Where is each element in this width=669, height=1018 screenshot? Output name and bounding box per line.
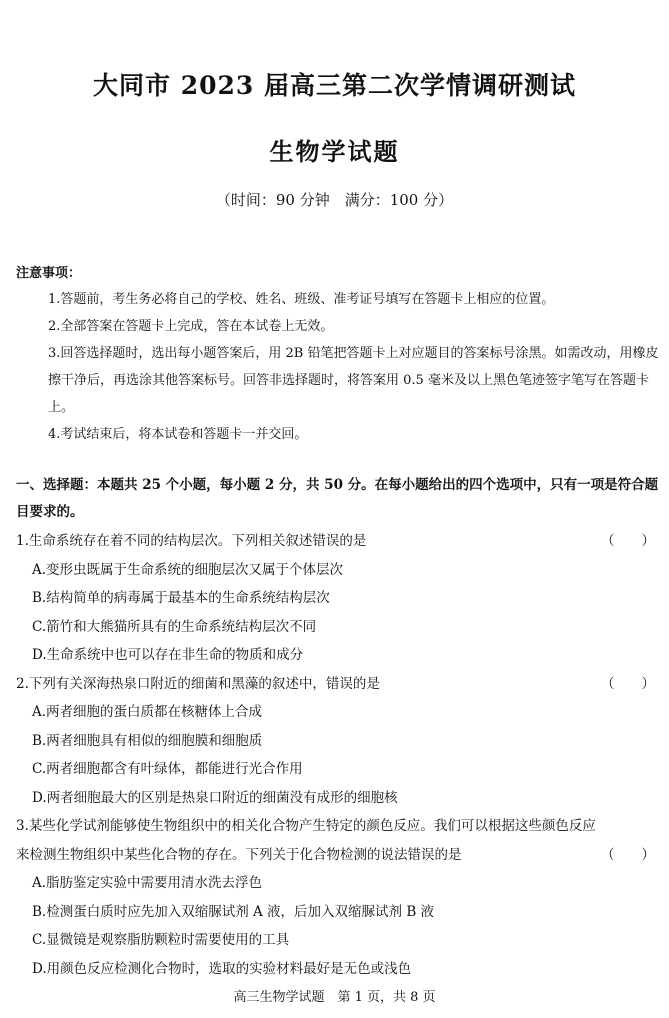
option-c: C.箭竹和大熊猫所具有的生命系统结构层次不同: [32, 618, 317, 635]
option-a: A.脂肪鉴定实验中需要用清水洗去浮色: [32, 875, 263, 891]
question-3: [16, 812, 661, 983]
notice-list: [48, 286, 664, 448]
question-stem-text: 3.某些化学试剂能够使生物组织中的相关化合物产生特定的颜色反应。我们可以根据这些颜色反应来检测生物组织中某些化合物的存在。下列关于化合物检测的说法错误的是: [16, 818, 596, 863]
option-c: C.两者细胞都含有叶绿体，都能进行光合作用: [32, 761, 303, 777]
option-c: C.显微镜是观察脂肪颗粒时需要使用的工具: [32, 932, 290, 948]
question-stem: [16, 812, 661, 869]
option-a: A.变形虫既属于生命系统的细胞层次又属于个体层次: [32, 561, 344, 578]
notice-item: 2.全部答案在答题卡上完成，答在本试卷上无效。: [48, 319, 334, 334]
question-list: [16, 527, 661, 983]
answer-bracket: （ ）: [601, 675, 655, 692]
option-d: D.用颜色反应检测化合物时，选取的实验材料最好是无色或浅色: [32, 960, 412, 977]
notice-item: 4.考试结束后，将本试卷和答题卡一并交回。: [48, 427, 308, 442]
notice-heading: 注意事项：: [16, 266, 82, 281]
exam-subject: 生物学试题: [269, 137, 400, 166]
section-heading: 一、选择题：本题共 25 个小题，每小题 2 分，共 50 分。在每小题给出的四个选项中，只有一项是符合题目要求的。: [16, 477, 659, 520]
exam-title: 大同市 2023 届高三第二次学情调研测试: [93, 71, 576, 100]
notice-item: 3.回答选择题时，选出每小题答案后，用 2B 铅笔把答题卡上对应题目的答案标号涂黑。如需改动，用橡皮擦干净后，再选涂其他答案标号。回答非选择题时，将答案用 0.5 毫米及以上黑色笔迹签字笔写在答题卡上。: [48, 346, 659, 415]
option-d: D.生命系统中也可以存在非生命的物质和成分: [32, 647, 304, 663]
question-stem: [16, 670, 661, 699]
option-b: B.检测蛋白质时应先加入双缩脲试剂 A 液，后加入双缩脲试剂 B 液: [32, 903, 435, 920]
question-2: [16, 670, 661, 813]
question-1: [16, 527, 661, 670]
answer-bracket: （ ）: [601, 846, 655, 863]
answer-bracket: （ ）: [601, 533, 655, 549]
page-footer: 高三生物学试题 第 1 页，共 8 页: [233, 990, 436, 1005]
question-stem-text: 2.下列有关深海热泉口附近的细菌和黑藻的叙述中，错误的是: [16, 675, 380, 692]
option-a: A.两者细胞的蛋白质都在核糖体上合成: [32, 704, 263, 720]
option-b: B.两者细胞具有相似的细胞膜和细胞质: [32, 732, 263, 749]
exam-time-and-score: （时间：90 分钟 满分：100 分）: [215, 191, 454, 209]
question-stem: [16, 527, 661, 556]
notice-item: 1.答题前，考生务必将自己的学校、姓名、班级、准考证号填写在答题卡上相应的位置。: [48, 292, 555, 307]
question-stem-text: 1.生命系统存在着不同的结构层次。下列相关叙述错误的是: [16, 533, 367, 549]
option-b: B.结构简单的病毒属于最基本的生命系统结构层次: [32, 590, 330, 606]
option-d: D.两者细胞最大的区别是热泉口附近的细菌没有成形的细胞核: [32, 789, 398, 806]
